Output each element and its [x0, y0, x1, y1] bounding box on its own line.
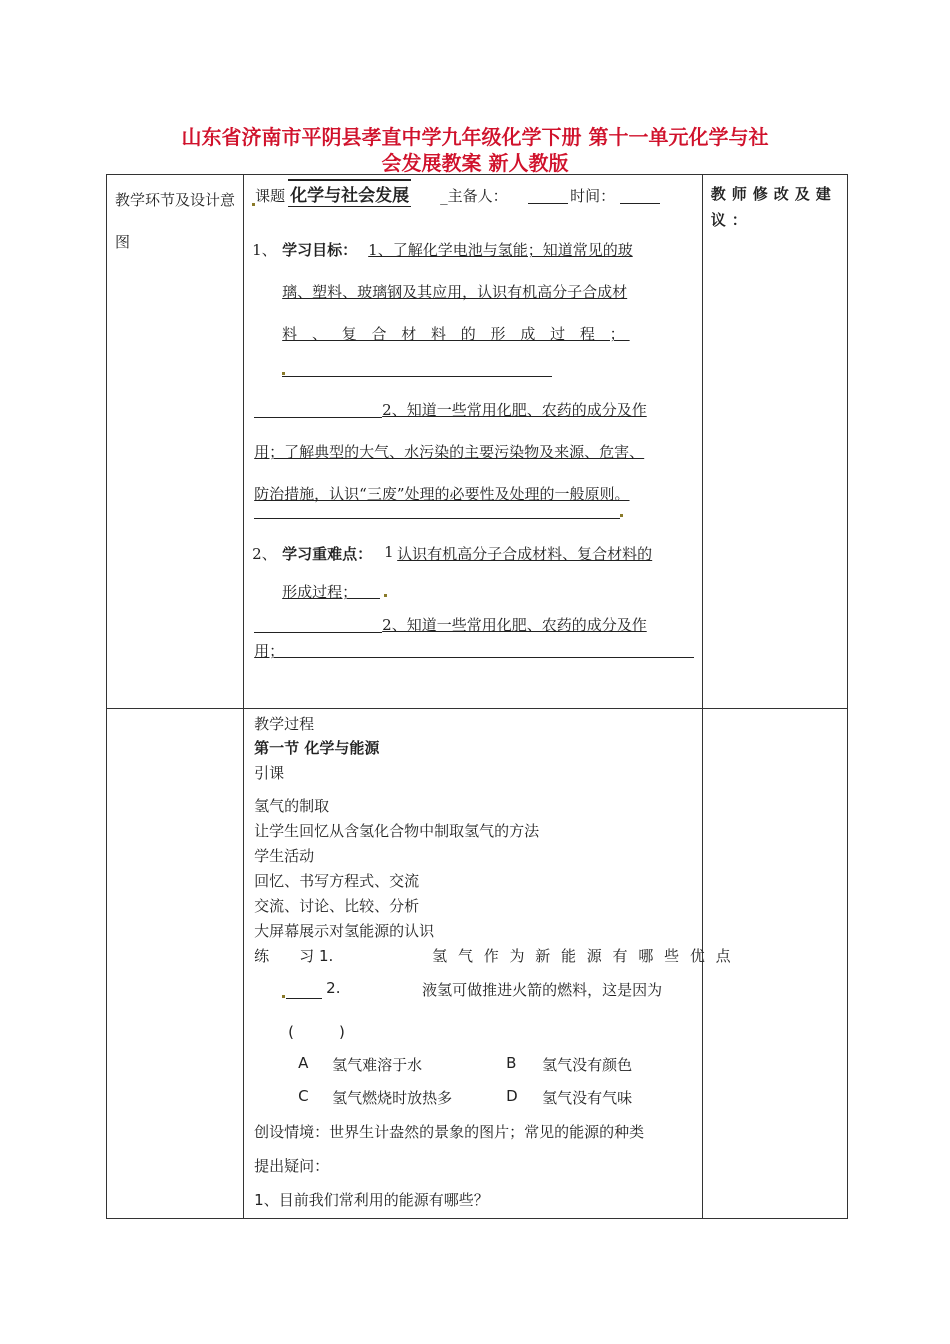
- keypoint-line-4: 用；: [254, 642, 285, 660]
- document-title-line-2: 会发展教案 新人教版: [381, 151, 569, 175]
- teacher-notes-header: [702, 175, 847, 709]
- keypoints-label: 学习重难点：: [282, 545, 373, 563]
- process-heading: 教学过程: [254, 715, 315, 733]
- process-item-3: 学生活动: [254, 847, 315, 865]
- keypoints-number: 2、: [252, 545, 277, 563]
- question-label: 提出疑问：: [254, 1157, 330, 1175]
- topic-row: [252, 185, 285, 206]
- objective-line-5: 用；了解典型的大气、水污染的主要污染物及来源、危害、: [254, 443, 645, 461]
- objective-blank-line: [282, 376, 552, 377]
- preparer-label: _主备人：: [440, 187, 508, 205]
- option-c-letter: C: [298, 1087, 309, 1105]
- process-item-4: 回忆、书写方程式、交流: [254, 872, 420, 890]
- objective-line-6: 防治措施，认识“三废”处理的必要性及处理的一般原则。: [254, 485, 630, 503]
- topic-label: 课题: [255, 187, 286, 205]
- process-item-5: 交流、讨论、比较、分析: [254, 897, 420, 915]
- objective-line-2: 璃、塑料、玻璃钢及其应用，认识有机高分子合成材: [282, 283, 628, 301]
- option-d-letter: D: [506, 1087, 518, 1105]
- process-section: 第一节 化学与能源: [254, 739, 380, 757]
- process-item-2: 让学生回忆从含氢化合物中制取氢气的方法: [254, 822, 540, 840]
- question-1: 1、目前我们常利用的能源有哪些？: [254, 1191, 489, 1209]
- time-blank: [620, 203, 660, 204]
- scene-text: 创设情境：世界生计盎然的景象的图片；常见的能源的种类: [254, 1123, 645, 1141]
- design-intent-cell: [107, 709, 244, 1219]
- option-b-text: 氢气没有颜色: [542, 1056, 633, 1074]
- document-title-line-1: 山东省济南市平阴县孝直中学九年级化学下册 第十一单元化学与社: [181, 125, 769, 149]
- keypoint-line-2: 形成过程；: [282, 583, 358, 601]
- option-a-text: 氢气难溶于水: [332, 1056, 423, 1074]
- exercise-2: 液氢可做推进火箭的燃料，这是因为: [422, 981, 663, 999]
- option-d-text: 氢气没有气味: [542, 1089, 633, 1107]
- design-intent-header: [107, 175, 244, 709]
- exercise-blank: [286, 998, 322, 999]
- process-item-6: 大屏幕展示对氢能源的认识: [254, 922, 435, 940]
- time-label: 时间：: [570, 187, 616, 205]
- keypoint-line-1: 认识有机高分子合成材料、复合材料的: [397, 545, 653, 563]
- option-a-letter: A: [298, 1054, 309, 1072]
- keypoint-line-3: 2、知道一些常用化肥、农药的成分及作: [382, 616, 647, 634]
- option-b-letter: B: [506, 1054, 517, 1072]
- objective-end-line: [254, 518, 620, 519]
- design-intent-label: 教学环节及设计意图: [115, 191, 236, 251]
- keypoint-end-line: [284, 657, 694, 658]
- exercise-1: 氢 气 作 为 新 能 源 有 哪 些 优 点: [432, 947, 734, 965]
- exercise-label: 练 习 1.: [254, 947, 334, 965]
- objectives-label: 学习目标：: [282, 241, 358, 259]
- teaching-process-cell: [244, 709, 734, 1219]
- option-c-text: 氢气燃烧时放热多: [332, 1089, 453, 1107]
- preparer-blank: [528, 203, 568, 204]
- objective-indent-line: [254, 417, 382, 418]
- keypoints-prefix: 1: [384, 543, 394, 561]
- exercise-2-number: 2.: [326, 979, 341, 997]
- answer-paren: ( ): [288, 1023, 345, 1041]
- objectives-number: 1、: [252, 241, 277, 259]
- process-item-1: 氢气的制取: [254, 797, 330, 815]
- topic-title: 化学与社会发展: [288, 179, 411, 207]
- keypoint-indent-line: [254, 632, 382, 633]
- keypoint-blank: [356, 598, 380, 599]
- objective-line-3: 料 、 复 合 材 料 的 形 成 过 程 ；: [282, 325, 630, 343]
- process-intro: 引课: [254, 764, 285, 782]
- lesson-plan-table: [106, 174, 848, 1219]
- teacher-notes-label: 教师修改及建议：: [710, 185, 837, 229]
- objectives-cell: [244, 175, 703, 709]
- objective-line-4: 2、知道一些常用化肥、农药的成分及作: [382, 401, 647, 419]
- objective-line-1: 1、了解化学电池与氢能；知道常见的玻: [368, 241, 633, 259]
